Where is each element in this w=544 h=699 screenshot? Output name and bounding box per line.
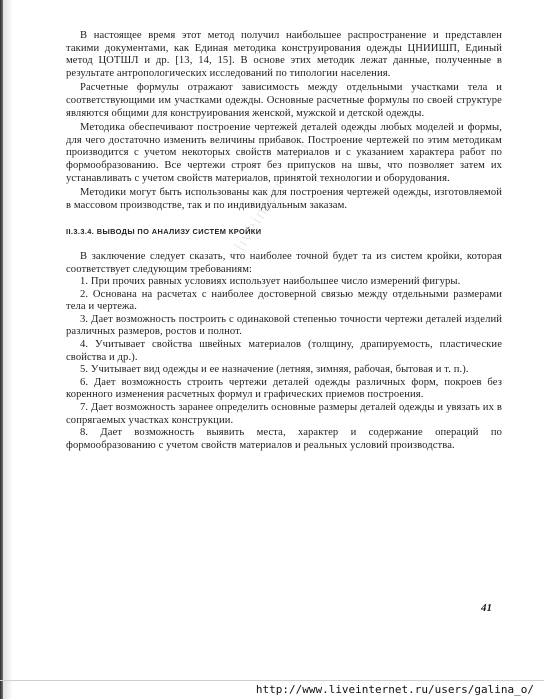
paragraph-3: Методика обеспечивают построение чертежей деталей одежды любых моделей и формы, для чего достаточно изменить величины прибавок. Построение чертежей по этим методикам производится с учетом некоторых свойств материалов и с указанием характера работ по формообразованию. Все чертежи строят без припусков на швы, что позволяет затем их устанавливать с учетом свойств материалов, принятой технологии и оборудования. <box>66 122 502 184</box>
page-number: 41 <box>481 602 492 614</box>
footer-divider <box>0 680 544 681</box>
list-item: 5. Учитывает вид одежды и ее назначение (летняя, зимняя, рабочая, бытовая и т. п.). <box>80 364 469 376</box>
list-item: 2. Основана на расчетах с наиболее достоверной связью между отдельными размерами тела и чертежа. <box>66 288 502 313</box>
list-item: 3. Дает возможность построить с одинаковой степенью точности чертежи деталей изделий различных размеров, ростов и полнот. <box>66 313 502 338</box>
paragraph-2: Расчетные формулы отражают зависимость между отдельными участками тела и соответствующими им участками одежды. Основные расчетные формулы по своей структуре являются общими для конструирования женской, мужской и детской одежды. <box>66 82 502 119</box>
paragraph-4: Методики могут быть использованы как для построения чертежей одежды, изготовляемой в массовом производстве, так и по индивидуальным заказам. <box>66 187 502 211</box>
watermark: liveinternet.ru <box>232 138 314 255</box>
paragraph-1: В настоящее время этот метод получил наибольшее распространение и представлен такими документами, как Единая методика конструирования одежды ЦНИИШП, Единый метод ЦОТШЛ и др. [13, 14, 15]. В основе этих методик лежат данные, полученные в результате антропологических исследований по типологии населения. <box>66 30 502 79</box>
intro-paragraph: В заключение следует сказать, что наиболее точной будет та из систем кройки, которая соответствует следующим требованиям: <box>66 250 502 275</box>
scan-shadow <box>3 0 13 699</box>
list-item: 8. Дает возможность выявить места, характер и содержание операций по формообразованию с учетом свойств материалов и реальных условий производства. <box>66 427 502 451</box>
footer-url-link[interactable]: http://www.liveinternet.ru/users/galina_o/ <box>255 683 534 696</box>
list-item: 1. При прочих равных условиях использует наибольшее число измерений фигуры. <box>80 276 461 288</box>
list-item: 6. Дает возможность строить чертежи деталей одежды различных форм, покроев без коренного изменения расчетных формул и графических приемов построения. <box>66 376 502 401</box>
list-item: 4. Учитывает свойства швейных материалов (толщину, драпируемость, пластические свойства и др.). <box>66 339 502 363</box>
document-page <box>66 30 502 452</box>
requirements-list <box>66 276 502 452</box>
list-item: 7. Дает возможность заранее определить основные размеры деталей одежды и увязать их в сопрягаемых участках конструкции. <box>66 402 502 426</box>
section-heading: II.3.3.4. ВЫВОДЫ ПО АНАЛИЗУ СИСТЕМ КРОЙКИ <box>66 227 262 237</box>
